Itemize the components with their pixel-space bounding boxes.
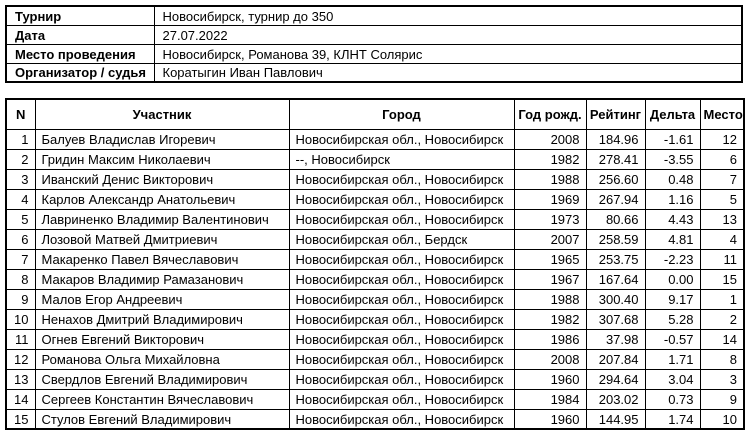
cell-birth-year: 2008 — [514, 349, 586, 369]
cell-city: Новосибирская обл., Новосибирск — [289, 389, 514, 409]
cell-rating: 167.64 — [586, 269, 645, 289]
cell-delta: 9.17 — [645, 289, 700, 309]
cell-participant: Карлов Александр Анатольевич — [35, 189, 289, 209]
cell-birth-year: 1969 — [514, 189, 586, 209]
cell-n: 15 — [6, 409, 35, 429]
cell-rating: 294.64 — [586, 369, 645, 389]
cell-city: Новосибирская обл., Новосибирск — [289, 309, 514, 329]
info-value-date: 27.07.2022 — [154, 25, 742, 44]
cell-rating: 253.75 — [586, 249, 645, 269]
cell-participant: Лозовой Матвей Дмитриевич — [35, 229, 289, 249]
column-header-n: N — [6, 99, 35, 129]
cell-participant: Макаров Владимир Рамазанович — [35, 269, 289, 289]
table-row — [6, 189, 744, 209]
column-header-participant: Участник — [35, 99, 289, 129]
cell-city: Новосибирская обл., Новосибирск — [289, 189, 514, 209]
cell-delta: 3.04 — [645, 369, 700, 389]
cell-birth-year: 1986 — [514, 329, 586, 349]
cell-delta: 1.16 — [645, 189, 700, 209]
cell-birth-year: 1988 — [514, 289, 586, 309]
cell-participant: Свердлов Евгений Владимирович — [35, 369, 289, 389]
results-table — [5, 98, 745, 430]
cell-delta: 0.00 — [645, 269, 700, 289]
cell-city: Новосибирская обл., Новосибирск — [289, 369, 514, 389]
cell-place: 2 — [700, 309, 744, 329]
cell-n: 10 — [6, 309, 35, 329]
cell-participant: Ненахов Дмитрий Владимирович — [35, 309, 289, 329]
cell-rating: 80.66 — [586, 209, 645, 229]
cell-city: Новосибирская обл., Новосибирск — [289, 169, 514, 189]
info-row-organizer — [6, 63, 742, 82]
cell-delta: 4.43 — [645, 209, 700, 229]
tournament-info-table — [5, 5, 743, 83]
cell-rating: 37.98 — [586, 329, 645, 349]
table-row — [6, 409, 744, 429]
cell-n: 3 — [6, 169, 35, 189]
table-row — [6, 229, 744, 249]
cell-delta: 4.81 — [645, 229, 700, 249]
cell-place: 4 — [700, 229, 744, 249]
info-value-organizer: Коратыгин Иван Павлович — [154, 63, 742, 82]
cell-place: 15 — [700, 269, 744, 289]
cell-place: 14 — [700, 329, 744, 349]
cell-delta: -3.55 — [645, 149, 700, 169]
info-value-venue: Новосибирск, Романова 39, КЛНТ Солярис — [154, 44, 742, 63]
cell-rating: 144.95 — [586, 409, 645, 429]
cell-participant: Малов Егор Андреевич — [35, 289, 289, 309]
results-body — [6, 129, 744, 429]
cell-rating: 184.96 — [586, 129, 645, 149]
cell-n: 9 — [6, 289, 35, 309]
cell-rating: 256.60 — [586, 169, 645, 189]
info-label-date: Дата — [6, 25, 154, 44]
cell-city: Новосибирская обл., Новосибирск — [289, 269, 514, 289]
cell-city: Новосибирская обл., Новосибирск — [289, 249, 514, 269]
column-header-delta: Дельта — [645, 99, 700, 129]
cell-city: Новосибирская обл., Новосибирск — [289, 409, 514, 429]
cell-delta: 0.73 — [645, 389, 700, 409]
cell-birth-year: 2008 — [514, 129, 586, 149]
table-row — [6, 309, 744, 329]
cell-rating: 307.68 — [586, 309, 645, 329]
cell-n: 7 — [6, 249, 35, 269]
cell-n: 11 — [6, 329, 35, 349]
cell-place: 5 — [700, 189, 744, 209]
cell-n: 1 — [6, 129, 35, 149]
cell-participant: Балуев Владислав Игоревич — [35, 129, 289, 149]
info-row-date — [6, 25, 742, 44]
cell-place: 11 — [700, 249, 744, 269]
cell-participant: Макаренко Павел Вячеславович — [35, 249, 289, 269]
cell-participant: Иванский Денис Викторович — [35, 169, 289, 189]
cell-birth-year: 1967 — [514, 269, 586, 289]
cell-delta: -0.57 — [645, 329, 700, 349]
info-row-tournament — [6, 6, 742, 25]
table-row — [6, 169, 744, 189]
cell-rating: 267.94 — [586, 189, 645, 209]
cell-place: 3 — [700, 369, 744, 389]
table-row — [6, 329, 744, 349]
table-row — [6, 369, 744, 389]
cell-place: 6 — [700, 149, 744, 169]
column-header-rating: Рейтинг — [586, 99, 645, 129]
results-header-row — [6, 99, 744, 129]
table-row — [6, 149, 744, 169]
cell-n: 6 — [6, 229, 35, 249]
cell-city: Новосибирская обл., Бердск — [289, 229, 514, 249]
cell-place: 13 — [700, 209, 744, 229]
cell-n: 8 — [6, 269, 35, 289]
cell-birth-year: 2007 — [514, 229, 586, 249]
table-row — [6, 389, 744, 409]
info-row-venue — [6, 44, 742, 63]
table-row — [6, 289, 744, 309]
cell-delta: 1.74 — [645, 409, 700, 429]
cell-rating: 278.41 — [586, 149, 645, 169]
table-row — [6, 269, 744, 289]
cell-place: 10 — [700, 409, 744, 429]
cell-participant: Гридин Максим Николаевич — [35, 149, 289, 169]
cell-delta: 0.48 — [645, 169, 700, 189]
column-header-birth-year: Год рожд. — [514, 99, 586, 129]
cell-rating: 207.84 — [586, 349, 645, 369]
cell-birth-year: 1982 — [514, 149, 586, 169]
table-row — [6, 209, 744, 229]
cell-participant: Лавриненко Владимир Валентинович — [35, 209, 289, 229]
cell-participant: Огнев Евгений Викторович — [35, 329, 289, 349]
cell-city: Новосибирская обл., Новосибирск — [289, 289, 514, 309]
cell-n: 2 — [6, 149, 35, 169]
cell-city: Новосибирская обл., Новосибирск — [289, 129, 514, 149]
cell-place: 8 — [700, 349, 744, 369]
cell-rating: 258.59 — [586, 229, 645, 249]
cell-delta: 1.71 — [645, 349, 700, 369]
cell-n: 13 — [6, 369, 35, 389]
cell-birth-year: 1960 — [514, 409, 586, 429]
cell-delta: -1.61 — [645, 129, 700, 149]
cell-birth-year: 1965 — [514, 249, 586, 269]
info-label-venue: Место проведения — [6, 44, 154, 63]
cell-participant: Сергеев Константин Вячеславович — [35, 389, 289, 409]
cell-participant: Романова Ольга Михайловна — [35, 349, 289, 369]
cell-birth-year: 1988 — [514, 169, 586, 189]
table-row — [6, 249, 744, 269]
table-row — [6, 349, 744, 369]
column-header-place: Место — [700, 99, 744, 129]
cell-city: Новосибирская обл., Новосибирск — [289, 329, 514, 349]
cell-participant: Стулов Евгений Владимирович — [35, 409, 289, 429]
cell-birth-year: 1982 — [514, 309, 586, 329]
cell-rating: 300.40 — [586, 289, 645, 309]
cell-rating: 203.02 — [586, 389, 645, 409]
cell-city: Новосибирская обл., Новосибирск — [289, 349, 514, 369]
info-label-organizer: Организатор / судья — [6, 63, 154, 82]
cell-birth-year: 1973 — [514, 209, 586, 229]
cell-place: 12 — [700, 129, 744, 149]
cell-delta: 5.28 — [645, 309, 700, 329]
cell-city: Новосибирская обл., Новосибирск — [289, 209, 514, 229]
cell-place: 9 — [700, 389, 744, 409]
cell-city: --, Новосибирск — [289, 149, 514, 169]
info-value-tournament: Новосибирск, турнир до 350 — [154, 6, 742, 25]
column-header-city: Город — [289, 99, 514, 129]
cell-n: 14 — [6, 389, 35, 409]
cell-n: 5 — [6, 209, 35, 229]
info-label-tournament: Турнир — [6, 6, 154, 25]
cell-birth-year: 1984 — [514, 389, 586, 409]
table-row — [6, 129, 744, 149]
cell-n: 12 — [6, 349, 35, 369]
cell-n: 4 — [6, 189, 35, 209]
cell-birth-year: 1960 — [514, 369, 586, 389]
cell-place: 7 — [700, 169, 744, 189]
cell-delta: -2.23 — [645, 249, 700, 269]
cell-place: 1 — [700, 289, 744, 309]
